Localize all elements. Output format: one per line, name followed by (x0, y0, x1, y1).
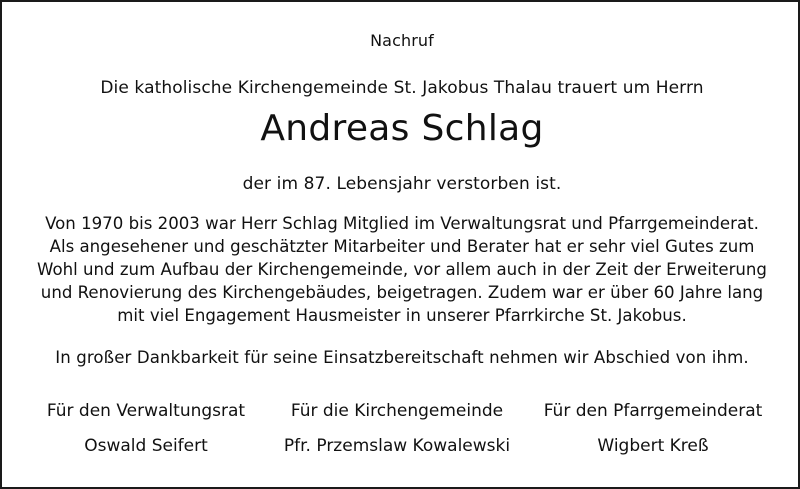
tribute-line: Von 1970 bis 2003 war Herr Schlag Mitglied im Verwaltungsrat und Pfarrgemeinderat. (45, 214, 759, 233)
notice-heading: Nachruf (370, 31, 434, 50)
signature-role-verwaltungsrat: Für den Verwaltungsrat (46, 401, 246, 421)
tribute-paragraph (22, 212, 782, 327)
signatory-name: Wigbert Kreß (597, 436, 709, 456)
farewell-text: In großer Dankbarkeit für seine Einsatzbereitschaft nehmen wir Abschied von ihm. (55, 348, 749, 367)
tribute-line: Als angesehener und geschätzter Mitarbeiter und Berater hat er sehr viel Gutes zum (49, 237, 755, 256)
intro-text: Die katholische Kirchengemeinde St. Jakobus Thalau trauert um Herrn (100, 78, 704, 98)
signature-role-pfarrgemeinderat: Für den Pfarrgemeinderat (543, 401, 763, 421)
tribute-line: Wohl und zum Aufbau der Kirchengemeinde, vor allem auch in der Zeit der Erweiterung (37, 260, 767, 279)
deceased-name: Andreas Schlag (260, 108, 544, 149)
age-text: der im 87. Lebensjahr verstorben ist. (242, 174, 562, 194)
tribute-line: mit viel Engagement Hausmeister in unserer Pfarrkirche St. Jakobus. (117, 306, 687, 325)
tribute-line: und Renovierung des Kirchengebäudes, beigetragen. Zudem war er über 60 Jahre lang (40, 283, 764, 302)
signatory-name: Pfr. Przemslaw Kowalewski (283, 436, 511, 456)
signature-role-kirchengemeinde: Für die Kirchengemeinde (290, 401, 504, 421)
signatory-name: Oswald Seifert (84, 436, 208, 456)
